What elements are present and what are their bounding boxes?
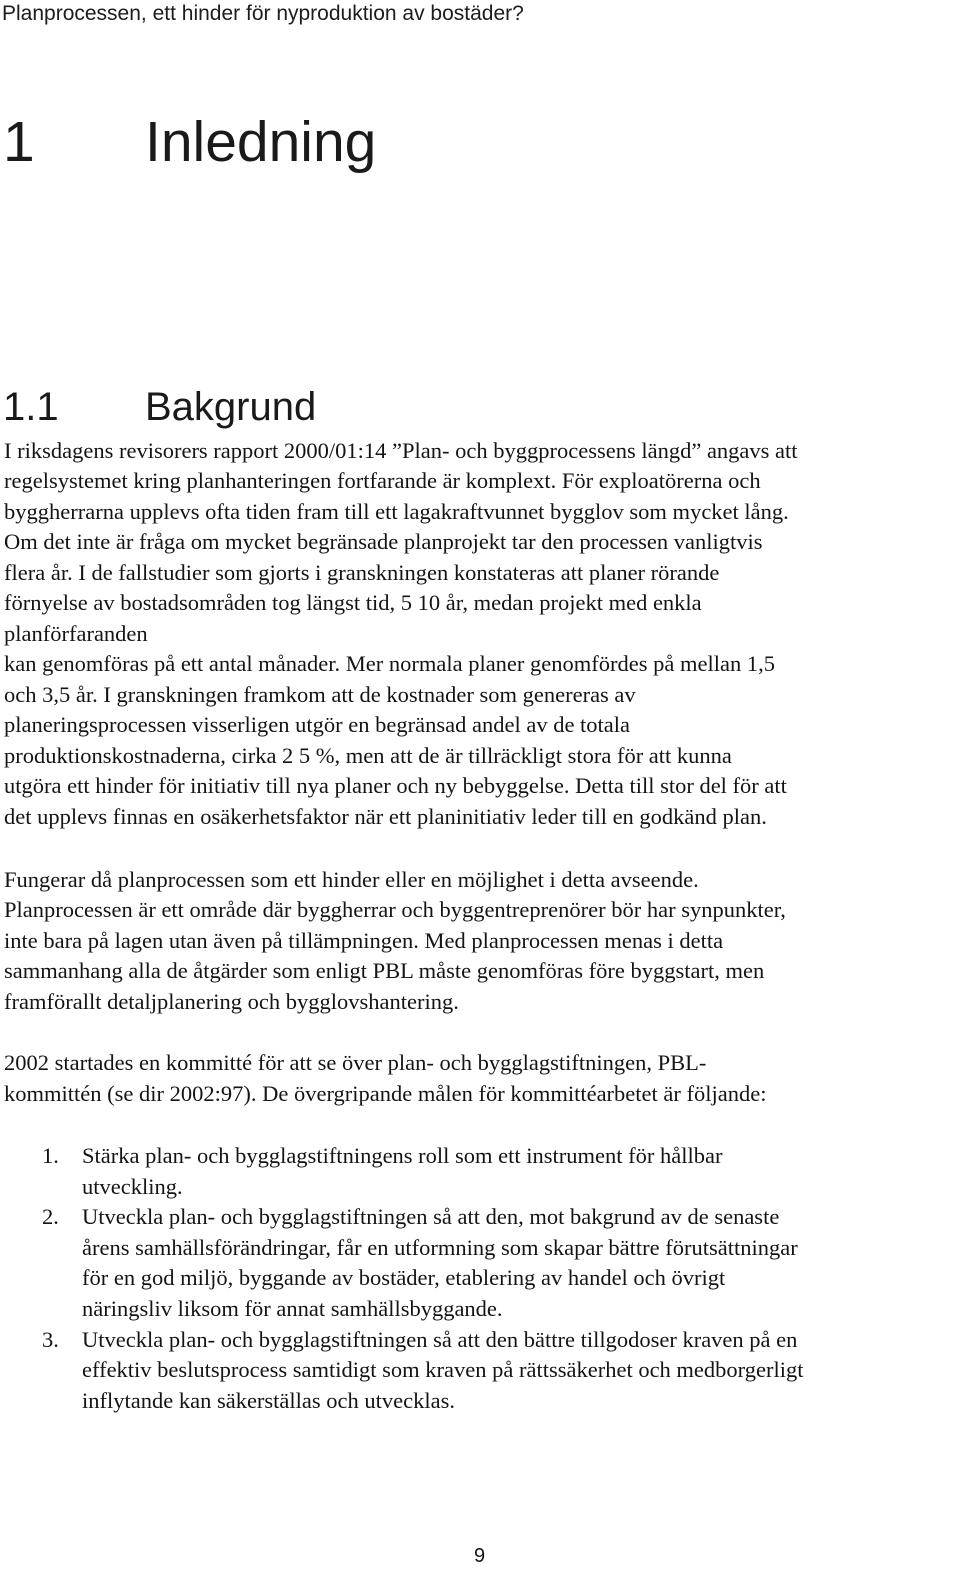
text-line: inte bara på lagen utan även på tillämpningen. Med planprocessen menas i detta (4, 928, 724, 953)
text-line: Om det inte är fråga om mycket begränsade planprojekt tar den processen vanligtvis (4, 529, 763, 554)
text-line: planförfaranden (4, 621, 148, 646)
list-item-number: 1. (42, 1143, 59, 1168)
text-line: Planprocessen är ett område där byggherrar och byggentreprenörer bör har synpunkter, (4, 897, 786, 922)
text-line: det upplevs finnas en osäkerhetsfaktor när ett planinitiativ leder till en godkänd plan. (4, 804, 767, 829)
text-line: framförallt detaljplanering och bygglovshantering. (4, 989, 459, 1014)
text-line: produktionskostnaderna, cirka 2 5 %, men att de är tillräckligt stora för att kunna (4, 743, 732, 768)
text-line: regelsystemet kring planhanteringen fortfarande är komplext. För exploatörerna och (4, 468, 761, 493)
running-header: Planprocessen, ett hinder för nyproduktion av bostäder? (2, 2, 524, 25)
text-line: utgöra ett hinder för initiativ till nya planer och ny bebyggelse. Detta till stor del för att (4, 773, 787, 798)
chapter-title: Inledning (145, 110, 377, 174)
text-line: I riksdagens revisorers rapport 2000/01:14 ”Plan- och byggprocessens längd” angavs att (4, 438, 798, 463)
text-line: Stärka plan- och bygglagstiftningens roll som ett instrument för hållbar (82, 1143, 723, 1168)
text-line: för en god miljö, byggande av bostäder, etablering av handel och övrigt (82, 1265, 726, 1290)
section-title: Bakgrund (145, 385, 317, 429)
text-line: näringsliv liksom för annat samhällsbyggande. (82, 1296, 503, 1321)
text-line: flera år. I de fallstudier som gjorts i granskningen konstateras att planer rörande (4, 560, 720, 585)
list-item-number: 3. (42, 1327, 59, 1352)
text-line: kan genomföras på ett antal månader. Mer normala planer genomfördes på mellan 1,5 (4, 651, 775, 676)
text-line: förnyelse av bostadsområden tog längst tid, 5 10 år, medan projekt med enkla (4, 590, 702, 615)
text-line: inflytande kan säkerställas och utvecklas. (82, 1388, 455, 1413)
text-line: Utveckla plan- och bygglagstiftningen så att den bättre tillgodoser kraven på en (82, 1327, 798, 1352)
text-line: 2002 startades en kommitté för att se över plan- och bygglagstiftningen, PBL- (4, 1050, 707, 1075)
text-line: effektiv beslutsprocess samtidigt som kraven på rättssäkerhet och medborgerligt (82, 1357, 804, 1382)
list-item-number: 2. (42, 1204, 59, 1229)
page-number: 9 (474, 1545, 486, 1567)
text-line: Utveckla plan- och bygglagstiftningen så att den, mot bakgrund av de senaste (82, 1204, 780, 1229)
text-line: Fungerar då planprocessen som ett hinder eller en möjlighet i detta avseende. (4, 867, 699, 892)
text-line: byggherrarna upplevs ofta tiden fram till ett lagakraftvunnet bygglov som mycket lång. (4, 499, 789, 524)
text-line: sammanhang alla de åtgärder som enligt PBL måste genomföras före byggstart, men (4, 958, 765, 983)
text-line: och 3,5 år. I granskningen framkom att de kostnader som genereras av (4, 682, 636, 707)
text-line: årens samhällsförändringar, får en utformning som skapar bättre förutsättningar (82, 1235, 798, 1260)
section-number: 1.1 (3, 385, 59, 429)
text-line: planeringsprocessen visserligen utgör en begränsad andel av de totala (4, 712, 631, 737)
text-line: kommittén (se dir 2002:97). De övergripande målen för kommittéarbetet är följande: (4, 1081, 767, 1106)
text-line: utveckling. (82, 1174, 183, 1199)
chapter-number: 1 (3, 110, 35, 174)
